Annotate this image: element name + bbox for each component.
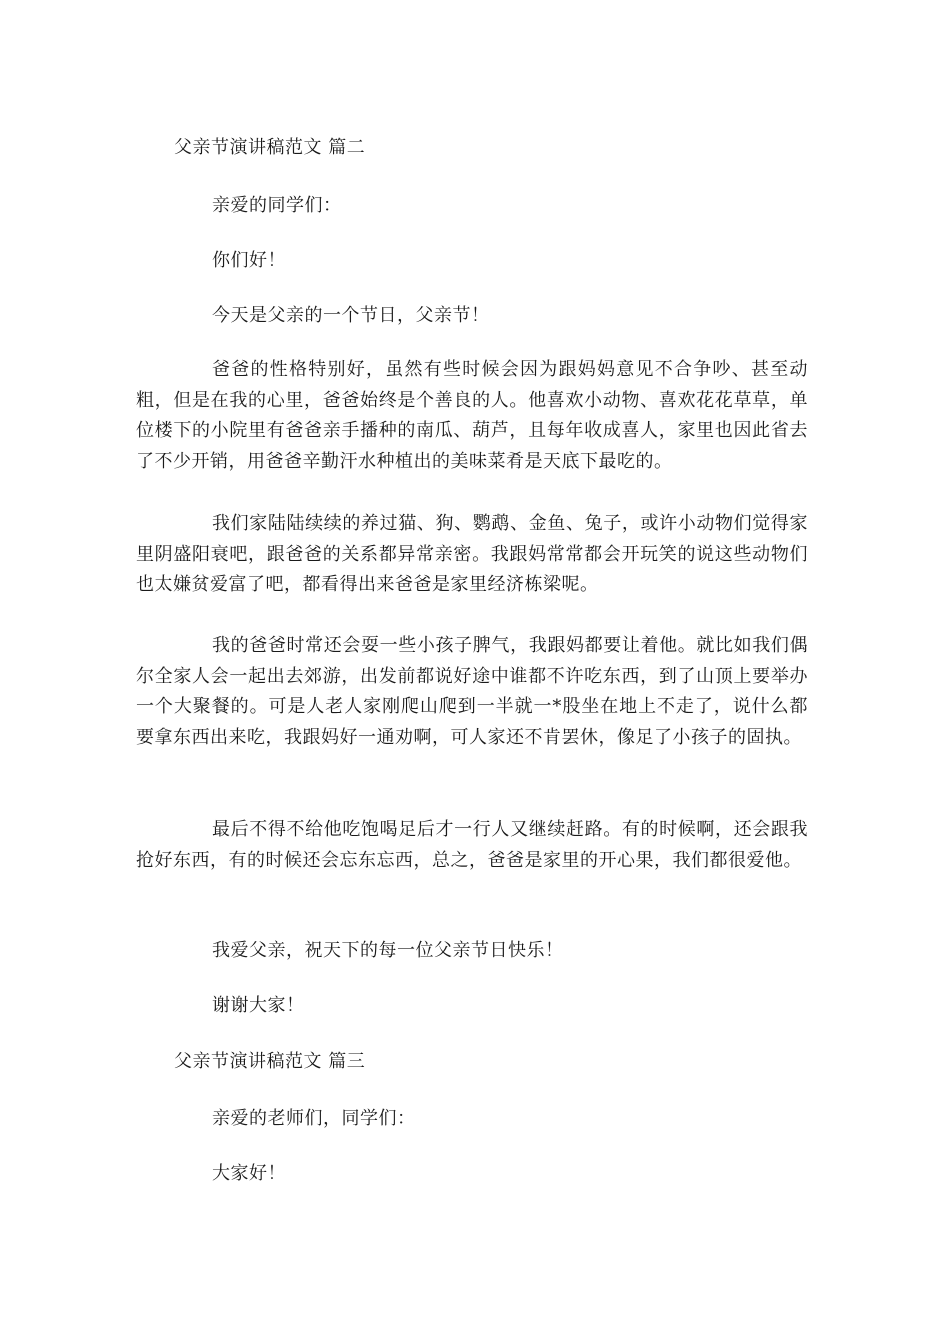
greeting: 亲爱的老师们，同学们： bbox=[212, 1108, 416, 1129]
section-title: 父亲节演讲稿范文 篇三 bbox=[174, 1051, 366, 1072]
thanks-line: 谢谢大家！ bbox=[212, 995, 305, 1016]
section-title: 父亲节演讲稿范文 篇二 bbox=[174, 137, 366, 158]
hello-line: 你们好！ bbox=[212, 250, 286, 271]
closing-line: 我爱父亲，祝天下的每一位父亲节日快乐！ bbox=[212, 940, 564, 961]
greeting: 亲爱的同学们： bbox=[212, 195, 342, 216]
hello-line: 大家好！ bbox=[212, 1163, 286, 1184]
intro-line: 今天是父亲的一个节日，父亲节！ bbox=[212, 305, 490, 326]
paragraph: 我的爸爸时常还会耍一些小孩子脾气，我跟妈都要让着他。就比如我们偶尔全家人会一起出去郊游，出发前都说好途中谁都不许吃东西，到了山顶上要举办一个大聚餐的。可是人老人家刚爬山爬到一半就一*股坐在地上不走了，说什么都要拿东西出来吃，我跟妈好一通劝啊，可人家还不肯罢休，像足了小孩子的固执。 bbox=[136, 635, 808, 748]
paragraph: 我们家陆陆续续的养过猫、狗、鹦鹉、金鱼、兔子，或许小动物们觉得家里阴盛阳衰吧，跟爸爸的关系都异常亲密。我跟妈常常都会开玩笑的说这些动物们也太嫌贫爱富了吧，都看得出来爸爸是家里经济栋梁呢。 bbox=[136, 513, 808, 595]
paragraph: 最后不得不给他吃饱喝足后才一行人又继续赶路。有的时候啊，还会跟我抢好东西，有的时候还会忘东忘西，总之，爸爸是家里的开心果，我们都很爱他。 bbox=[136, 819, 808, 871]
paragraph: 爸爸的性格特别好，虽然有些时候会因为跟妈妈意见不合争吵、甚至动粗，但是在我的心里，爸爸始终是个善良的人。他喜欢小动物、喜欢花花草草，单位楼下的小院里有爸爸亲手播种的南瓜、葫芦，且每年收成喜人，家里也因此省去了不少开销，用爸爸辛勤汗水种植出的美味菜肴是天底下最吃的。 bbox=[136, 359, 808, 472]
